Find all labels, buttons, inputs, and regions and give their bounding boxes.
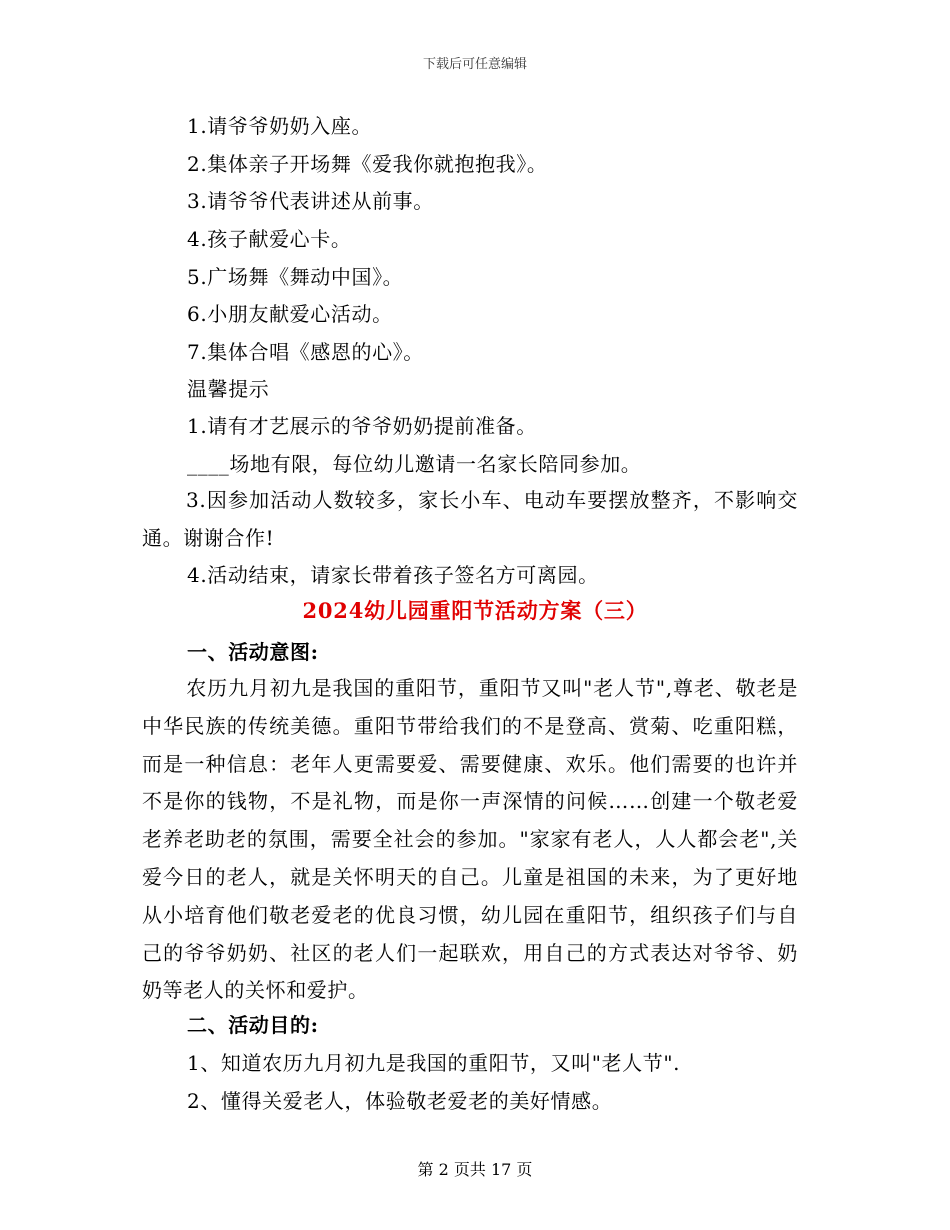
tips-item-1: 1.请有才艺展示的爷爷奶奶提前准备。 — [187, 414, 537, 438]
program-item-6: 6.小朋友献爱心活动。 — [187, 302, 393, 326]
intent-paragraph — [142, 670, 798, 1010]
page-header: 下载后可任意编辑 — [422, 57, 527, 72]
tips-item-2: ____场地有限，每位幼儿邀请一名家长陪同参加。 — [187, 452, 642, 476]
intent-heading: 一、活动意图: — [187, 640, 319, 664]
goal-item-1: 1、知道农历九月初九是我国的重阳节，又叫"老人节". — [187, 1051, 681, 1075]
tips-heading: 温馨提示 — [187, 377, 270, 401]
program-item-1: 1.请爷爷奶奶入座。 — [187, 114, 373, 138]
section-title: 2024幼儿园重阳节活动方案（三） — [302, 598, 648, 623]
program-item-2: 2.集体亲子开场舞《爱我你就抱抱我》。 — [187, 152, 548, 176]
page-footer: 第 2 页共 17 页 — [417, 1160, 533, 1179]
tips-item-4: 4.活动结束，请家长带着孩子签名方可离园。 — [187, 563, 599, 587]
tips-item-3 — [142, 482, 798, 558]
program-item-3: 3.请爷爷代表讲述从前事。 — [187, 189, 434, 213]
goal-item-2: 2、懂得关爱老人，体验敬老爱老的美好情感。 — [187, 1089, 613, 1113]
goal-heading: 二、活动目的: — [187, 1013, 319, 1037]
program-item-4: 4.孩子献爱心卡。 — [187, 227, 352, 251]
tips-item-3-text: 3.因参加活动人数较多，家长小车、电动车要摆放整齐，不影响交通。谢谢合作! — [142, 488, 798, 550]
program-item-7: 7.集体合唱《感恩的心》。 — [187, 340, 424, 364]
program-item-5: 5.广场舞《舞动中国》。 — [187, 265, 404, 289]
intent-paragraph-text: 农历九月初九是我国的重阳节，重阳节又叫"老人节",尊老、敬老是中华民族的传统美德。重阳节带给我们的不是登高、赏菊、吃重阳糕，而是一种信息：老年人更需要爱、需要健康、欢乐。他们需要的也许并不是你的钱物，不是礼物，而是你一声深情的问候……创建一个敬老爱老养老助老的氛围，需要全社会的参加。"家家有老人，人人都会老",关爱今日的老人，就是关怀明天的自己。儿童是祖国的未来，为了更好地从小培育他们敬老爱老的优良习惯，幼儿园在重阳节，组织孩子们与自己的爷爷奶奶、社区的老人们一起联欢，用自己的方式表达对爷爷、奶奶等老人的关怀和爱护。 — [142, 676, 798, 1003]
